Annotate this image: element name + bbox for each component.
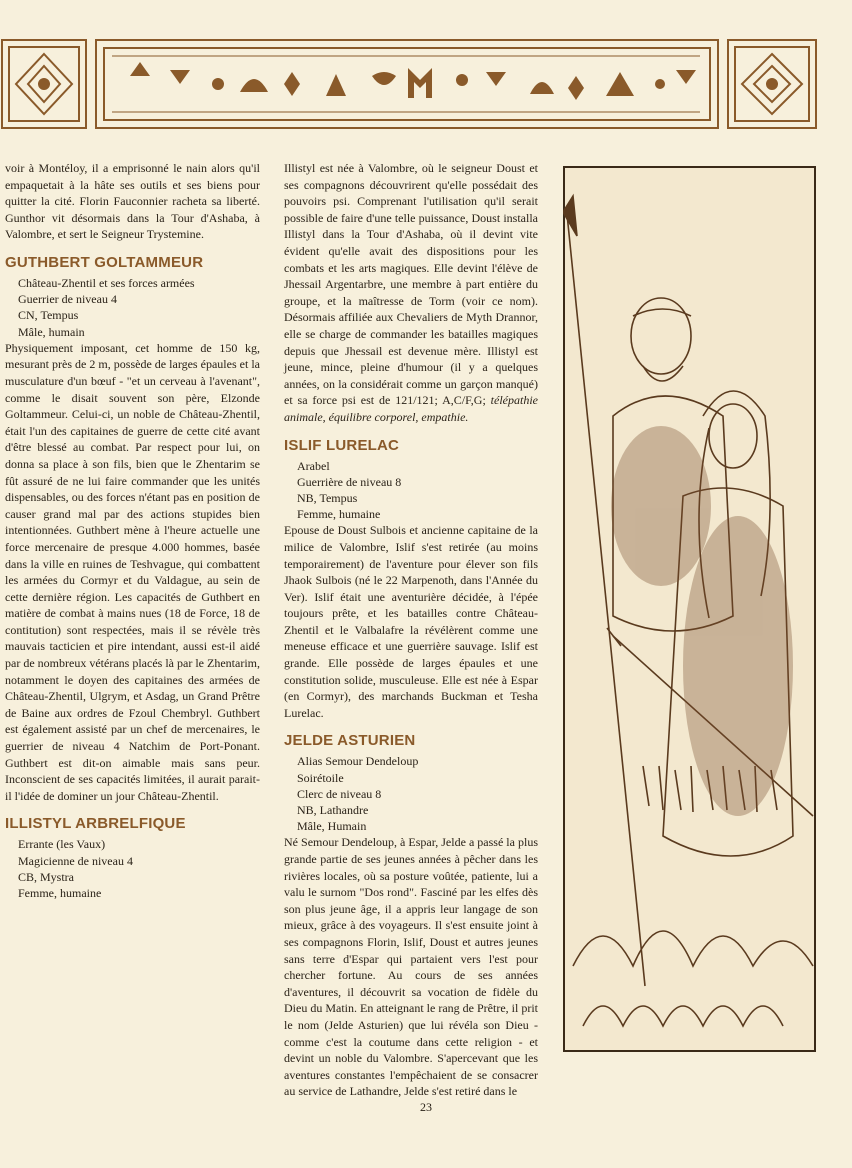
- paragraph-illistyl-italic: télépathie animale, équilibre corporel, empathie.: [284, 393, 538, 424]
- intro-paragraph: voir à Montéloy, il a emprisonné le nain alors qu'il empaquetait à la hâte ses outils et ses biens pour quitter la cité. Florin Fauconnier racheta sa liberté. Gunthor vit désormais dans la Tour d'Ashaba, à Valombre, et sert le Seigneur Trystemine.: [5, 161, 260, 242]
- stat-line: Arabel: [297, 458, 330, 473]
- stat-line: Alias Semour Dendeloup: [297, 754, 419, 769]
- stat-line: Femme, humaine: [297, 507, 381, 522]
- stat-line: Femme, humaine: [18, 886, 102, 901]
- heading-islif: ISLIF LURELAC: [284, 436, 400, 454]
- paragraph-illistyl: [284, 160, 538, 426]
- stat-line: Clerc de niveau 8: [297, 786, 382, 801]
- decorative-banner: [0, 36, 852, 132]
- paragraph-guthbert: Physiquement imposant, cet homme de 150 kg, mesurant près de 2 m, possède de larges épaules et la musculature d'un bœuf - "et un cerveau à l'avenant", comme le disait souvent son père, Elzonde Goltammeur. Celui-ci, un noble de Château-Zhentil, était l'un des capitaines de guerre de cette cité avant d'être blessé au combat. Par respect pour lui, on donna sa place à son fils, bien que le Zhentarim se fût assuré de ne lui faire commander que les unités dispensables, ou des forces n'étant pas en position de causer grand mal par des actions stupides bien intentionnées. Guthbert mène à l'heure actuelle une force mercenaire de presque 4.000 hommes, basée dans la ville en ruines de Teshvague, qui combattent les armées du Cormyr et du Valdague, au sein de cette dernière région. Les capacités de Guthbert en matière de combat à mains nues (18 de Force, 18 de contitution) sont respectées, mais il se révèle très mauvais tacticien et pire intendant, aussi est-il aidé par de nombreux vétérans placés là par le Zhentarim, notamment le doyen des capitaines des armées de Château-Zhentil, Ulgrym, et Asdag, un Grand Prêtre de Baine aux ordres de Fzoul Chembryl. Guthbert est également assisté par un chef de mercenaires, le guerrier de niveau 4 Natchim de Port-Ponant. Guthbert est dit-on aimable mais sans peur. Inconscient de ses capacités limitées, il aurait parait-il l'idée de dominer un jour Château-Zhentil.: [5, 340, 260, 803]
- text-column-left: [5, 160, 260, 901]
- stat-line: Mâle, humain: [18, 324, 85, 339]
- stat-line: Château-Zhentil et ses forces armées: [18, 275, 195, 290]
- stat-line: CB, Mystra: [18, 869, 75, 884]
- stat-line: Soirétoile: [297, 770, 344, 785]
- heading-guthbert: GUTHBERT GOLTAMMEUR: [5, 253, 204, 271]
- stat-line: Magicienne de niveau 4: [18, 853, 133, 868]
- stat-line: Guerrier de niveau 4: [18, 292, 117, 307]
- stat-block-jelde: [284, 753, 538, 834]
- paragraph-jelde: Né Semour Dendeloup, à Espar, Jelde a passé la plus grande partie de ses jeunes années à pêcher dans les rivières locales, où sa posture voûtée, patiente, lui a valu le surnom "Dos rond". Fasciné par les elfes dès son plus jeune âge, il a appris leur langage de son mieux, grâce à des voyageurs. Il s'est ensuite joint à ses compagnons Florin, Islif, Doust et autres jeunes sans terre d'Espar qui partaient vers l'est pour chercher fortune. Au cours de ses années d'aventures, il découvrit sa vocation de fidèle du Dieu du Matin. En atteignant le rang de Prêtre, il prit le nom (Jelde Asturien) que lui révéla son Dieu - comme c'est la coutume dans cette religion - et devint un noble du Valombre. S'apercevant que les aventures constantes l'empêchaient de se consacrer au service de Lathandre, Jelde s'est retiré dans le: [284, 835, 538, 1099]
- stat-block-guthbert: [5, 275, 260, 340]
- illustration-warriors: [563, 166, 816, 1052]
- stat-line: Mâle, Humain: [297, 819, 367, 834]
- stat-line: NB, Tempus: [297, 490, 358, 505]
- text-column-middle: [284, 160, 538, 1100]
- stat-line: Errante (les Vaux): [18, 837, 106, 852]
- stat-line: Guerrière de niveau 8: [297, 474, 402, 489]
- heading-jelde: JELDE ASTURIEN: [284, 732, 416, 750]
- stat-block-illistyl: [5, 836, 260, 901]
- stat-block-islif: [284, 458, 538, 523]
- page-number: 23: [420, 1100, 432, 1114]
- paragraph-illistyl-text: Illistyl est née à Valombre, où le seigneur Doust et ses compagnons découvrirent qu'elle possédait des pouvoirs psi. Comprenant l'utilisation qu'il serait possible de faire d'une telle puissance, Doust installa Illistyl dans la Tour d'Ashaba, où il devint vite évident qu'elle avait des dispositions pour les combats et les arts magiques. Elle devint l'élève de Jhessail Argentarbre, une membre à part entière du groupe, et la maîtresse de Torm (voir ce nom). Désormais affiliée aux Chevaliers de Myth Drannor, elle se charge de commander les batailles magiques depuis que Jhessail est devenue mère. Illistyl est jeune, mince, pleine d'humour (il y a quelques années, on la considérait comme un garçon manqué) et sa force psi est de 121/121; A,C/F,G;: [284, 161, 538, 408]
- heading-illistyl: ILLISTYL ARBRELFIQUE: [5, 815, 186, 833]
- stat-line: NB, Lathandre: [297, 803, 369, 818]
- paragraph-islif: Epouse de Doust Sulbois et ancienne capitaine de la milice de Valombre, Islif s'est retirée (au moins temporairement) de l'aventure pour élever son fils Jhaok Sulbois (né le 22 Marpenoth, dans l'Année du Ver). Islif était une aventurière décidée, à l'épée toujours prête, et les batailles contre Château-Zhentil et le Valbalafre la révélèrent comme une meneuse efficace et une guerrière sauvage. Islif est grande. Elle possède de larges épaules et une constitution solide, musculeuse. Elle est née à Espar (en Cormyr), des marchands Buckman et Tesha Lurelac.: [284, 523, 538, 720]
- stat-line: CN, Tempus: [18, 308, 79, 323]
